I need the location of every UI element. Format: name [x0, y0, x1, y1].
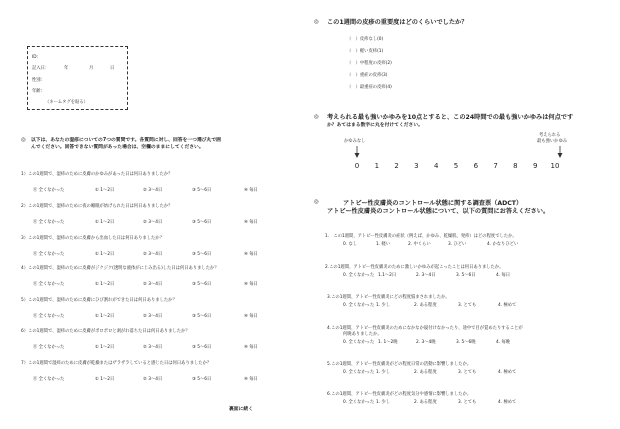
poem-q7-option-1: ① 1～2日: [95, 377, 115, 382]
poem-q3-option-1: ① 1～2日: [95, 252, 115, 257]
severity-option-0: （ ）皮疹なし(0): [347, 37, 384, 42]
adct-q5-option-4: 4. 極めて: [498, 370, 517, 375]
adct-q3-text: 3.この1週間、アトピー性皮膚炎にどの程度悩まされましたか。: [327, 295, 450, 300]
poem-question-4: 4）この1週間で、湿疹のために皮膚がジクジク(透明な液体がにじみ出る)した日は何日ありましたか？: [21, 266, 219, 271]
adct-q5-option-1: 1. 少し: [376, 370, 391, 375]
poem-question-5: 5）この1週間で、湿疹のために皮膚にひび割れができた日は何日ありましたか？: [21, 298, 177, 303]
adct-q2-option-2: 2. 3～4日: [416, 273, 436, 278]
itch-bullet: ◎: [314, 114, 319, 120]
adct-q2-option-0: 0. 全くなかった: [343, 273, 375, 278]
poem-q2-option-1: ① 1～2日: [95, 220, 115, 225]
date-label: 記入日：: [32, 66, 50, 71]
adct-q5-text: 5.この1週間、アトピー性皮膚炎がどの程度日常の活動に影響しましたか。: [327, 362, 472, 367]
itch-scale-3: 3: [414, 162, 419, 170]
adct-q1-option-1: 1. 軽い: [376, 242, 391, 247]
adct-q6-option-0: 0. 全くなかった: [343, 400, 375, 405]
itch-question-line-1: 考えられる最も強いかゆみを10点とすると、この24時間での最も強いかゆみは何点です: [327, 114, 574, 121]
adct-q4-option-2: 2. 3～4晩: [416, 340, 436, 345]
itch-scale-9: 9: [532, 162, 538, 170]
poem-q5-option-0: ⓪ 全くなかった: [33, 314, 65, 319]
adct-q3-option-2: 2. ある程度: [414, 303, 437, 308]
intro-line-2: んでください。回答できない質問があった場合は、空欄のままにしてください。: [31, 145, 204, 150]
poem-q5-option-4: ④ 毎日: [244, 314, 258, 319]
adct-q1-text: 1. この1週間、アトピー性皮膚炎の症状（例えば、かゆみ、乾燥肌、発疹）はどの程度でしたか。: [325, 234, 517, 239]
severity-question: この1週間の皮疹の重要度はどのくらいでしたか？: [327, 19, 468, 26]
adct-q5-option-0: 0. 全くなかった: [343, 370, 375, 375]
poem-q7-option-3: ③ 5～6日: [192, 377, 212, 382]
intro-line-1: 以下は、あなたの湿疹についての7つの質問です。各質問に対し、回答を一つ選び丸で囲: [31, 138, 221, 143]
adct-q6-option-2: 2. ある程度: [414, 400, 437, 405]
adct-q2-text: 2.この1週間、アトピー性皮膚炎のために激しいかゆみが起こったことは何日ありましたか。: [325, 265, 504, 270]
adct-q2-option-4: 4. 毎日: [496, 273, 511, 278]
adct-q5-option-3: 3. とても: [458, 370, 477, 375]
poem-q7-option-0: ⓪ 全くなかった: [33, 377, 65, 382]
poem-q5-option-1: ① 1～2日: [95, 314, 115, 319]
itch-scale-0: 0: [354, 162, 360, 170]
severity-option-3: （ ）重症の皮疹(3): [347, 73, 388, 78]
poem-q2-option-4: ④ 毎日: [244, 220, 258, 225]
poem-q1-option-4: ④ 毎日: [244, 188, 258, 193]
adct-q6-option-3: 3. とても: [458, 400, 477, 405]
adct-subtitle: アトピー性皮膚炎のコントロール状態について、以下の質問にお答えください。: [327, 208, 550, 215]
itch-label-max-1: 考えられる: [539, 133, 561, 138]
adct-q6-text: 6.この1週間、アトピー性皮膚炎がどの程度気分や感情に影響しましたか。: [327, 392, 472, 397]
poem-q3-option-4: ④ 毎日: [244, 252, 258, 257]
poem-q6-option-1: ① 1～2日: [95, 345, 115, 350]
adct-q4-option-4: 4. 毎晩: [496, 340, 511, 345]
itch-scale-2: 2: [394, 162, 399, 170]
itch-scale-5: 5: [453, 162, 459, 170]
poem-q4-option-3: ③ 5～6日: [192, 282, 212, 287]
itch-scale-1: 1: [374, 162, 380, 170]
adct-q4-text-2: 何晩ありましたか。: [343, 332, 382, 337]
poem-q1-option-2: ② 3～4日: [143, 188, 163, 193]
day-label: 日: [110, 66, 115, 71]
poem-question-7: 7）この1週間で湿疹のために皮膚が乾燥またはザラザラしていると感じた日は何日ありましたか？: [21, 361, 212, 366]
poem-q3-option-2: ② 3～4日: [143, 252, 163, 257]
itch-question-line-2: か？あてはまる数字に丸を付けてください。: [327, 123, 423, 128]
adct-q4-option-1: 1. 1～2晩: [378, 340, 398, 345]
age-label: 年齢:: [32, 89, 43, 94]
adct-q3-option-1: 1. 少し: [376, 303, 391, 308]
id-label: ID:: [32, 55, 39, 60]
adct-q3-option-3: 3. とても: [458, 303, 477, 308]
poem-q2-option-2: ② 3～4日: [143, 220, 163, 225]
poem-question-1: 1）この1週間で、湿疹のために皮膚のかゆみがあった日は何日ありましたか？: [21, 172, 173, 177]
adct-q4-text-1: 4.この1週間、アトピー性皮膚炎のためになかなか寝付けなかったり、途中で目が覚めたりすることが: [327, 326, 523, 331]
adct-q1-option-4: 4. かなりひどい: [487, 242, 519, 247]
poem-q1-option-0: ⓪ 全くなかった: [33, 188, 65, 193]
severity-option-2: （ ）中程度の皮疹(2): [347, 61, 392, 66]
adct-q3-option-4: 4. 極めて: [498, 303, 517, 308]
adct-q1-option-3: 3. ひどい: [448, 242, 467, 247]
adct-q6-option-4: 4. 極めて: [498, 400, 517, 405]
adct-q1-option-2: 2. 中くらい: [408, 242, 431, 247]
poem-q4-option-2: ② 3～4日: [143, 282, 163, 287]
poem-q4-option-4: ④ 毎日: [244, 282, 258, 287]
adct-q4-option-0: 0. 全くなかった: [343, 340, 375, 345]
continue-note: 裏面に続く: [229, 407, 253, 412]
adct-bullet: ◎: [314, 199, 319, 205]
poem-q5-option-3: ③ 5～6日: [192, 314, 212, 319]
poem-q5-option-2: ② 3～4日: [143, 314, 163, 319]
poem-q7-option-2: ② 3～4日: [143, 377, 163, 382]
sex-label: 性別:: [32, 78, 43, 83]
itch-scale-4: 4: [433, 162, 439, 170]
adct-q2-option-3: 3. 5～6日: [456, 273, 476, 278]
poem-q7-option-4: ④ 毎日: [244, 377, 258, 382]
itch-scale-8: 8: [513, 162, 518, 170]
itch-scale-10: 10: [550, 162, 560, 170]
adct-q6-option-1: 1. 少し: [376, 400, 391, 405]
adct-q4-option-3: 3. 5～6晩: [456, 340, 476, 345]
poem-q3-option-3: ③ 5～6日: [192, 252, 212, 257]
poem-question-6: 6）この1週間で、湿疹のために皮膚がポロポロと剥がれ落ちた日は何日ありましたか？: [21, 329, 190, 334]
month-label: 月: [89, 66, 94, 71]
severity-option-1: （ ）軽い皮疹(1): [347, 49, 384, 54]
adct-q5-option-2: 2. ある程度: [414, 370, 437, 375]
adct-q1-option-0: 0. なし: [343, 242, 358, 247]
poem-q1-option-3: ③ 5～6日: [192, 188, 212, 193]
adct-q2-option-1: 1.1～2日: [378, 273, 397, 278]
poem-q6-option-2: ② 3～4日: [143, 345, 163, 350]
itch-scale-6: 6: [473, 162, 479, 170]
itch-label-none: かゆみなし: [344, 139, 366, 144]
poem-q2-option-3: ③ 5～6日: [192, 220, 212, 225]
adct-title: アトピー性皮膚炎のコントロール状態に関する調査票（ADCT）: [343, 200, 523, 207]
adct-q3-option-0: 0. 全くなかった: [343, 303, 375, 308]
poem-q2-option-0: ⓪ 全くなかった: [33, 220, 65, 225]
poem-q6-option-4: ④ 毎日: [244, 345, 258, 350]
severity-bullet: ◎: [314, 19, 319, 25]
intro-bullet: ◎: [21, 137, 26, 143]
itch-scale-7: 7: [493, 162, 498, 170]
year-label: 年: [64, 66, 69, 71]
poem-q4-option-0: ⓪ 全くなかった: [33, 282, 65, 287]
itch-label-max-2: 最も強いかゆみ: [537, 139, 568, 144]
poem-q3-option-0: ⓪ 全くなかった: [33, 252, 65, 257]
poem-q6-option-3: ③ 5～6日: [192, 345, 212, 350]
poem-question-3: 3）この1週間で、湿疹のために皮膚から出血した日は何日ありましたか？: [21, 236, 164, 241]
poem-q1-option-1: ① 1～2日: [95, 188, 115, 193]
poem-question-2: 2）この1週間で、湿疹のために夜の睡眠が妨げられた日は何日ありましたか？: [21, 204, 173, 209]
severity-option-4: （ ）最重症の皮疹(4): [347, 85, 392, 90]
name-tag-note: （ネームタグを貼る）: [45, 100, 88, 105]
poem-q6-option-0: ⓪ 全くなかった: [33, 345, 65, 350]
poem-q4-option-1: ① 1～2日: [95, 282, 115, 287]
